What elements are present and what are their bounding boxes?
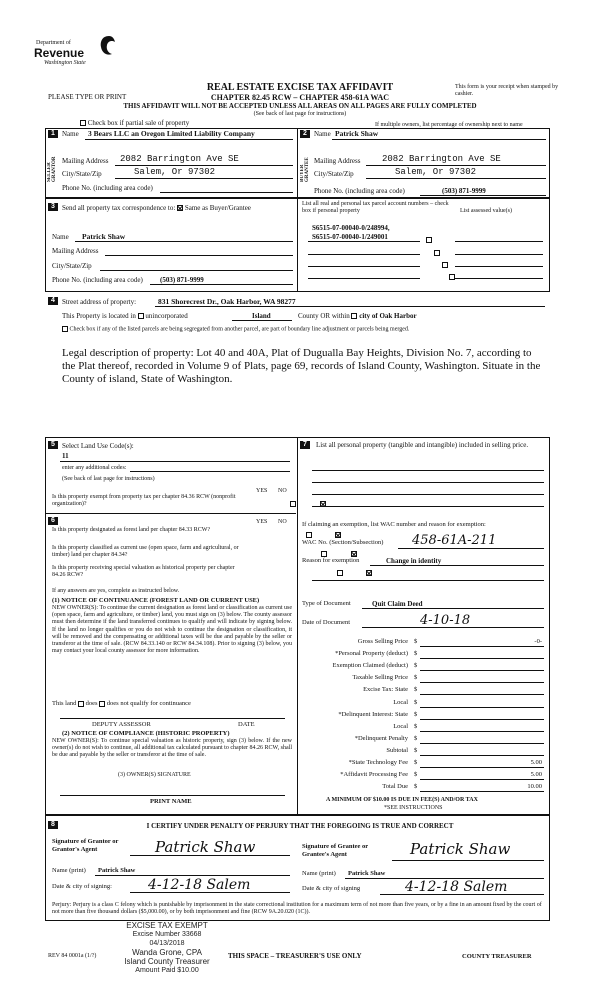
forest-yes-checkbox[interactable] (306, 532, 312, 538)
form-title: REAL ESTATE EXCISE TAX AFFIDAVIT (206, 82, 394, 93)
buyer-mailing-label: Mailing Address (314, 157, 361, 165)
city-row (298, 312, 417, 320)
revenue-logo (34, 32, 124, 72)
sections-divider (297, 437, 298, 815)
reason-label: Reason for exemption (302, 557, 360, 564)
buyer-phone[interactable]: (503) 871-9999 (442, 187, 486, 195)
does-not-checkbox[interactable] (99, 701, 105, 707)
seller-mailing-label: Mailing Address (62, 157, 109, 165)
notice-continuance-title: (1) NOTICE OF CONTINUANCE (FOREST LAND OR CURRENT USE) (52, 597, 260, 604)
correspondence-row (62, 204, 251, 212)
personal-line-2 (312, 482, 544, 483)
exempt-yes-checkbox[interactable] (290, 501, 296, 507)
additional-codes-line (130, 471, 290, 472)
fee-row-label: Taxable Selling Price (352, 674, 408, 682)
print-name-label: PRINT NAME (150, 798, 192, 805)
stamp-line-3: 04/13/2018 (149, 940, 185, 947)
seller-name-line (85, 139, 293, 140)
segregated-label: Check box if any of the listed parcels are being segregated from another parcel, are part of boundary line adjustment or parcels being merged. (69, 326, 410, 333)
grantee-signature[interactable]: Patrick Shaw (410, 840, 511, 858)
this-land-label: This land (52, 700, 77, 707)
doc-date-value[interactable]: 4-10-18 (420, 613, 471, 628)
seller-side-label: SELLER GRANTOR (47, 156, 57, 182)
seller-city[interactable]: Salem, Or 97302 (134, 167, 216, 177)
land-use-see-back: (See back of last page for instructions) (62, 476, 155, 482)
buyer-phone-label: Phone No. (including area code) (314, 187, 405, 195)
claim-exempt-label: If claiming an exemption, list WAC number and reason for exemption: (302, 521, 486, 528)
grantor-date-line (130, 892, 290, 893)
agency-line1: Department of (36, 40, 71, 46)
fee-row-currency: $ (414, 710, 418, 718)
minimum-note: A MINIMUM OF $10.00 IS DUE IN FEE(S) AND/OR TAX (326, 797, 478, 803)
doc-type-line (362, 608, 544, 609)
grantor-sig-label: Signature of Grantor or Grantor's Agent (52, 838, 119, 853)
grantee-sig-label: Signature of Grantee or Grantee's Agent (302, 843, 369, 858)
agency-line3: Washington State (44, 60, 86, 66)
grantee-sig-line (392, 860, 544, 861)
fee-row-line (420, 707, 544, 708)
seller-mailing-line (115, 165, 293, 166)
stamp-line-5: Island County Treasurer (124, 957, 210, 966)
located-row (62, 312, 188, 320)
legal-description[interactable]: Legal description of property: Lot 40 and 40A, Plat of Dugualla Bay Heights, Division No. 7, according to the Plat thereof, recorded in Volume 9 of Plats, page 69, records of Island County, Washington. Situate in the County of island, State of Washington. (62, 347, 541, 385)
multiple-owners-note: If multiple owners, list percentage of ownership next to name (375, 122, 523, 128)
street-label: Street address of property: (62, 298, 137, 306)
does-checkbox[interactable] (78, 701, 84, 707)
segregated-row (62, 326, 409, 332)
doc-type-value[interactable]: Quit Claim Deed (372, 600, 423, 608)
fee-row-label: *Delinquent Penalty (354, 734, 408, 742)
not-accepted-notice: THIS AFFIDAVIT WILL NOT BE ACCEPTED UNLESS ALL AREAS ON ALL PAGES ARE FULLY COMPLETED (123, 102, 477, 110)
land-use-line (60, 461, 290, 462)
fee-row-currency: $ (414, 698, 418, 706)
parcel-line-2 (308, 254, 420, 255)
form-chapter: CHAPTER 82.45 RCW – CHAPTER 458-61A WAC (210, 93, 390, 102)
please-type: PLEASE TYPE OR PRINT (48, 93, 127, 101)
assessed-line-4 (455, 278, 543, 279)
section-6-number: 6 (48, 517, 58, 525)
same-as-buyer-label: Same as Buyer/Grantee (184, 204, 251, 212)
grantor-date-city[interactable]: 4-12-18 Salem (148, 877, 251, 893)
corr-city-line (100, 270, 293, 271)
fee-row-currency: $ (414, 771, 418, 779)
section-1-number: 1 (48, 130, 58, 138)
s6-no: NO (278, 519, 287, 525)
seller-phone-line (160, 192, 293, 193)
within-city-checkbox[interactable] (351, 313, 357, 319)
fee-row-label: Local (393, 698, 408, 706)
buyer-side-label: BUYER GRANTEE (300, 157, 310, 182)
fee-row-value[interactable]: 10.00 (527, 783, 542, 791)
correspondence-label: Send all property tax correspondence to: (62, 204, 176, 212)
corr-name-label: Name (52, 233, 69, 241)
buyer-phone-line (420, 195, 546, 196)
county-treasurer: COUNTY TREASURER (462, 953, 532, 960)
assessor-sig-line (60, 718, 285, 719)
unincorporated-label: unincorporated (145, 312, 188, 320)
wac-label: WAC No. (Section/Subsection) (302, 539, 384, 546)
corr-name-line (75, 241, 293, 242)
form-number: REV 84 0001a (1/?) (48, 953, 97, 959)
fee-row-label: *Personal Property (deduct) (335, 650, 408, 658)
seller-name-label: Name (62, 130, 79, 138)
grantee-date-line (380, 894, 544, 895)
parcel-header: List all real and personal tax parcel account numbers – check box if personal property (302, 201, 449, 214)
fee-row-currency: $ (414, 686, 418, 694)
fee-row-label: *State Technology Fee (348, 759, 408, 766)
deputy-date-label: DATE (238, 721, 255, 728)
current-use-question: Is this property classified as current use (open space, farm and agricultural, or timber) land per chapter 84.34? (52, 545, 239, 558)
fee-row-line (420, 682, 544, 683)
fee-row-label: *Affidavit Processing Fee (340, 771, 408, 779)
continuance-row (52, 700, 191, 707)
historic-no-checkbox[interactable] (366, 570, 372, 576)
fee-row-line (420, 755, 544, 756)
grantor-name-label: Name (print) (52, 867, 86, 874)
corr-mailing-label: Mailing Address (52, 247, 99, 255)
section-5-number: 5 (48, 441, 58, 449)
street-address[interactable]: 831 Shorecrest Dr., Oak Harbor, WA 98277 (158, 297, 296, 306)
wac-number[interactable]: 458-61A-211 (412, 533, 497, 548)
fee-row-label: *Delinquent Interest: State (338, 710, 408, 718)
fee-row-currency: $ (414, 674, 418, 682)
deputy-assessor-label: DEPUTY ASSESSOR (92, 721, 151, 728)
fee-row-currency: $ (414, 759, 418, 766)
forest-no-checkbox[interactable] (335, 532, 341, 538)
personal-property-label: List all personal property (tangible and intangible) included in selling price. (316, 441, 529, 449)
correspondence-divider (297, 198, 298, 292)
seller-city-line (115, 178, 293, 179)
buyer-city-line (366, 178, 546, 179)
partial-sale-checkbox[interactable] (80, 120, 86, 126)
certify-statement: I CERTIFY UNDER PENALTY OF PERJURY THAT THE FOREGOING IS TRUE AND CORRECT (146, 822, 454, 830)
buyer-name[interactable]: Patrick Shaw (335, 129, 379, 138)
partial-sale-row (80, 119, 189, 127)
wac-line (398, 548, 544, 549)
fee-row-line (420, 791, 544, 792)
fee-row-value[interactable]: 5.00 (530, 771, 542, 779)
parcel-2[interactable]: S6515-07-00040-1/249001 (312, 233, 388, 241)
parcel-line-1 (308, 241, 420, 242)
reason-line-2 (312, 580, 544, 581)
corr-phone-line (150, 284, 293, 285)
owner-signature-label: (3) OWNER(S) SIGNATURE (118, 772, 191, 778)
reason-value[interactable]: Change in identity (386, 557, 442, 565)
buyer-mailing-line (366, 165, 546, 166)
county-line (232, 320, 292, 321)
assessed-header: List assessed value(s) (460, 208, 512, 214)
personal-line-3 (312, 494, 544, 495)
segregated-checkbox[interactable] (62, 326, 68, 332)
s5-no: NO (278, 488, 287, 494)
grantor-signature[interactable]: Patrick Shaw (155, 838, 256, 856)
fee-row-currency: $ (414, 662, 418, 670)
grantor-date-label: Date & city of signing: (52, 883, 112, 890)
parcel-checkbox-2[interactable] (434, 250, 440, 256)
land-use-label: Select Land Use Code(s): (62, 442, 134, 450)
seller-city-label: City/State/Zip (62, 170, 102, 178)
fee-row-label: Subtotal (386, 746, 408, 754)
exempt-stamp (102, 921, 232, 975)
stamp-line-6: Amount Paid $10.00 (135, 967, 199, 974)
fee-row-label: Gross Selling Price (357, 638, 408, 645)
same-as-buyer-checkbox[interactable] (177, 205, 183, 211)
parcel-checkbox-3[interactable] (442, 262, 448, 268)
grantor-name-line (95, 875, 290, 876)
fee-row-label: Total Due (382, 783, 408, 791)
print-name-line (60, 795, 285, 796)
receipt-note: This form is your receipt when stamped by cashier. (455, 84, 559, 97)
corr-name[interactable]: Patrick Shaw (82, 232, 126, 241)
fee-row-label: Exemption Claimed (deduct) (332, 662, 408, 670)
fee-row-currency: $ (414, 783, 418, 791)
fee-row-label: Local (393, 722, 408, 730)
street-line (155, 306, 545, 307)
assessed-line-3 (455, 266, 543, 267)
fee-row-currency: $ (414, 650, 418, 658)
fee-row-value[interactable]: -0- (534, 638, 542, 645)
grantee-date-city[interactable]: 4-12-18 Salem (405, 879, 508, 895)
fee-row-line (420, 731, 544, 732)
s5-yes: YES (256, 488, 268, 494)
city-of-label: city of Oak Harbor (359, 312, 417, 320)
buyer-name-label: Name (314, 130, 331, 138)
historic-question: Is this property receiving special valuation as historical property per chapter 84.26 RCW? (52, 565, 235, 578)
notice-continuance-text: NEW OWNER(S): To continue the current designation as forest land or classification as current use (open space, farm and agriculture, or timber) land, you must sign on (3) below. The county assessor must then determine if the land transferred continues to qualify and will indicate by signing below. If the land no longer qualifies or you do not wish to continue the designation or classification, it will be removed and the compensating or additional taxes will be due and payable by the seller or transferor at the time of sale. (RCW 84.33.140 or RCW 84.34.108). Prior to signing (3) below, you may contact your local county assessor for more information. (52, 605, 292, 655)
fee-row-value[interactable]: 5.00 (530, 759, 542, 766)
county-or-label: County OR within (298, 312, 350, 320)
grantor-name[interactable]: Patrick Shaw (98, 867, 136, 874)
parcel-checkbox-1[interactable] (426, 237, 432, 243)
reason-line (370, 565, 544, 566)
grantee-date-label: Date & city of signing (302, 885, 361, 892)
section-7-number: 7 (300, 441, 310, 449)
corr-phone-label: Phone No. (including area code) (52, 276, 143, 284)
fee-row-line (420, 694, 544, 695)
buyer-name-line (332, 139, 546, 140)
buyer-mailing[interactable]: 2082 Barrington Ave SE (382, 154, 501, 164)
if-yes-note: If any answers are yes, complete as instructed below. (52, 588, 180, 594)
personal-line-4 (312, 506, 544, 507)
stamp-line-1: EXCISE TAX EXEMPT (126, 921, 208, 930)
stamp-line-2: Excise Number 33668 (132, 931, 202, 938)
seller-name[interactable]: 3 Bears LLC an Oregon Limited Liability Company (88, 129, 255, 138)
fee-row-line (420, 670, 544, 671)
fee-row-line (420, 743, 544, 744)
fee-row-line (420, 646, 544, 647)
fee-row-currency: $ (414, 734, 418, 742)
corr-mailing-line (105, 255, 293, 256)
seller-phone-label: Phone No. (including area code) (62, 184, 153, 192)
assessed-line-2 (455, 254, 543, 255)
parties-divider (297, 128, 298, 198)
notice-compliance-text: NEW OWNER(S): To continue special valuation as historic property, sign (3) below. If the new owner(s) do not wish to continue, all additional tax calculated pursuant to chapter 84.26 RCW, shall be due and payable by the seller or transferor at the time of sale. (52, 738, 292, 759)
exempt-question: Is this property exempt from property tax per chapter 84.36 RCW (nonprofit organization)? (52, 494, 236, 507)
fee-row-line (420, 658, 544, 659)
doc-type-label: Type of Document (302, 600, 351, 607)
s6-yes: YES (256, 519, 268, 525)
does-label: does (85, 700, 98, 707)
unincorporated-checkbox[interactable] (138, 313, 144, 319)
notice-compliance-title: (2) NOTICE OF COMPLIANCE (HISTORIC PROPERTY) (62, 730, 230, 737)
see-back-instructions: (See back of last page for instructions) (253, 111, 347, 117)
stamp-line-4: Wanda Grone, CPA (132, 948, 202, 957)
buyer-city-label: City/State/Zip (314, 170, 354, 178)
fee-row-currency: $ (414, 746, 418, 754)
treasurer-space: THIS SPACE – TREASURER'S USE ONLY (228, 952, 362, 960)
section-2-number: 2 (300, 130, 310, 138)
washington-emblem-icon (98, 34, 120, 58)
perjury-notice: Perjury: Perjury is a class C felony which is punishable by imprisonment in the state correctional institution for a maximum term of not more than five years, or by a fine in an amount fixed by the court of not more than five thousand dollars ($5,000.00), or by both imprisonment and fine (RCW 9A.20.020 (1C)). (52, 902, 542, 915)
does-not-label: does not qualify for continuance (106, 700, 191, 707)
personal-line-1 (312, 470, 544, 471)
partial-sale-label: Check box if partial sale of property (87, 119, 190, 127)
corr-city-label: City/State/Zip (52, 262, 92, 270)
grantee-name[interactable]: Patrick Shaw (348, 870, 386, 877)
fee-row-line (420, 767, 544, 768)
section-4-number: 4 (48, 297, 58, 305)
fee-row-line (420, 779, 544, 780)
fee-row-currency: $ (414, 638, 418, 645)
fee-row-line (420, 719, 544, 720)
assessed-line-1 (455, 241, 543, 242)
parcel-line-3 (308, 266, 420, 267)
parcel-line-4 (308, 278, 420, 279)
parcel-1[interactable]: S6515-07-00040-0/248994, (312, 224, 390, 232)
additional-codes-label: enter any additional codes: (62, 465, 127, 471)
county-name[interactable]: Island (252, 312, 271, 320)
s5-s6-divider (46, 513, 296, 514)
forest-question: Is this property designated as forest land per chapter 84.33 RCW? (52, 527, 211, 533)
buyer-city[interactable]: Salem, Or 97302 (395, 167, 477, 177)
agency-line2: Revenue (34, 46, 85, 60)
grantor-sig-line (130, 855, 290, 856)
located-label: This Property is located in (62, 312, 136, 320)
historic-yes-checkbox[interactable] (337, 570, 343, 576)
section-3-number: 3 (48, 203, 58, 211)
seller-mailing[interactable]: 2082 Barrington Ave SE (120, 154, 239, 164)
land-use-code[interactable]: 11 (62, 452, 69, 460)
fee-row-currency: $ (414, 722, 418, 730)
section-8-number: 8 (48, 821, 58, 829)
doc-date-label: Date of Document (302, 619, 351, 626)
grantee-name-label: Name (print) (302, 870, 336, 877)
fee-row-label: Excise Tax: State (363, 686, 408, 694)
doc-date-line (362, 627, 544, 628)
corr-phone[interactable]: (503) 871-9999 (160, 276, 204, 284)
see-instructions-note: *SEE INSTRUCTIONS (384, 805, 443, 811)
